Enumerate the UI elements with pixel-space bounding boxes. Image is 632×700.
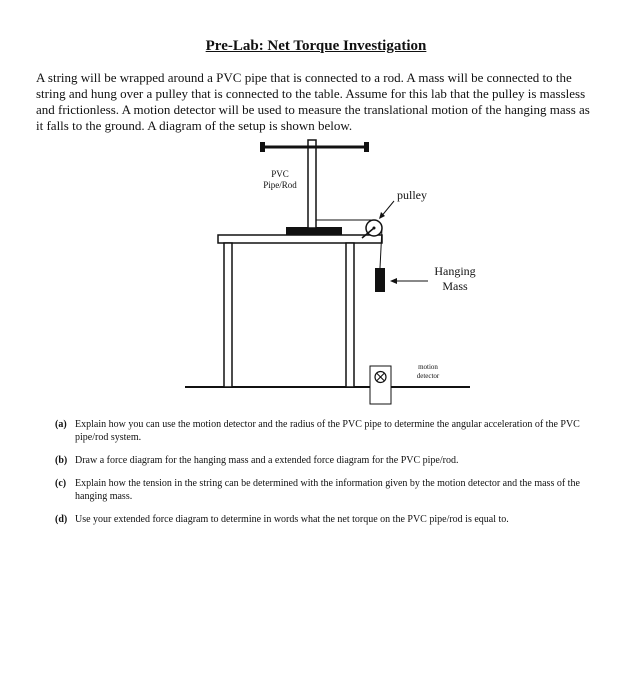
hanging-mass-arrowhead	[390, 278, 397, 284]
question-letter: (a)	[55, 419, 67, 430]
table-top	[218, 235, 382, 243]
table-leg-right	[346, 243, 354, 387]
pvc-label-line1: PVC	[271, 169, 289, 179]
question-b	[55, 454, 585, 467]
title-text: Pre-Lab: Net Torque Investigation	[205, 38, 427, 54]
question-text: Explain how you can use the motion detector and the radius of the PVC pipe to determine the angular acceleration of the PVC pipe/rod system.	[75, 419, 580, 443]
question-letter: (b)	[55, 455, 68, 466]
question-d	[55, 513, 585, 526]
pvc-label-line2: Pipe/Rod	[263, 180, 297, 190]
question-list	[55, 418, 585, 536]
question-letter: (c)	[55, 478, 67, 489]
table-leg-left	[224, 243, 232, 387]
question-c	[55, 477, 585, 503]
pipe-end-right	[364, 142, 369, 152]
question-text: Explain how the tension in the string can be determined with the information given by the motion detector and the mass of the hanging mass.	[75, 478, 580, 502]
question-text: Use your extended force diagram to determine in words what the net torque on the PVC pipe/rod is equal to.	[75, 514, 509, 525]
intro-paragraph: A string will be wrapped around a PVC pipe that is connected to a rod. A mass will be connected to the string and hung over a pulley that is connected to the table. Assume for this lab that the pulley is massless and frictionless. A motion detector will be used to measure the translational motion of the hanging mass as it falls to the ground. A diagram of the setup is shown below.	[36, 70, 590, 133]
vertical-rod	[308, 140, 316, 228]
question-a	[55, 418, 585, 444]
question-letter: (d)	[55, 514, 68, 525]
hanging-mass-label-line1: Hanging	[434, 264, 476, 278]
question-text: Draw a force diagram for the hanging mass and a extended force diagram for the PVC pipe/rod.	[75, 455, 459, 466]
detector-label-line2: detector	[416, 372, 440, 380]
pulley-label: pulley	[397, 188, 427, 202]
detector-label-line1: motion	[418, 363, 438, 371]
pipe-end-left	[260, 142, 265, 152]
hanging-mass	[375, 268, 385, 292]
hanging-mass-label-line2: Mass	[442, 279, 468, 293]
